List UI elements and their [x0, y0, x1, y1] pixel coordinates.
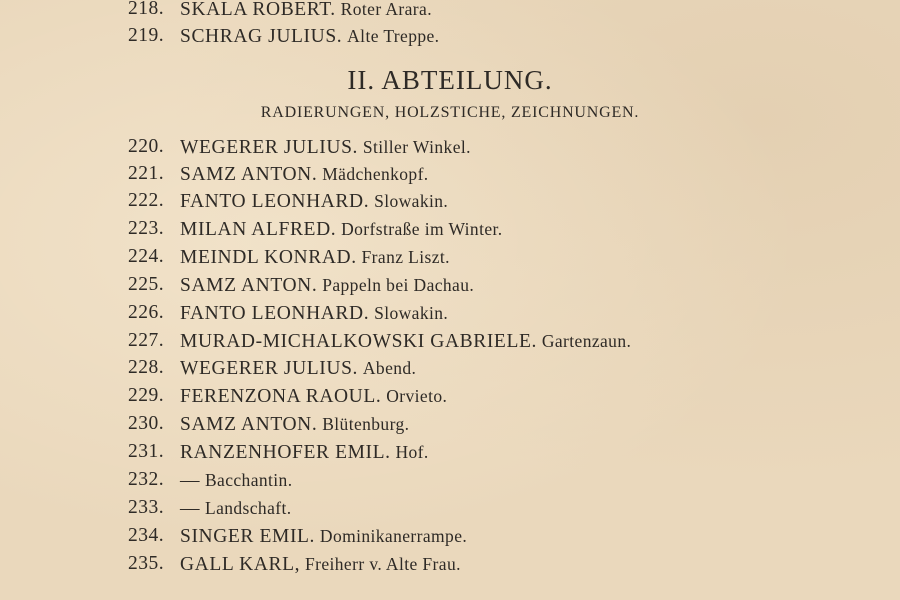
section-heading: II. ABTEILUNG.: [347, 65, 553, 95]
artist-name: GALL KARL,: [180, 554, 301, 575]
work-title: Franz Liszt.: [361, 247, 450, 267]
entry-number: 225.: [128, 274, 165, 295]
artist-name: RANZENHOFER EMIL.: [180, 442, 391, 463]
entry-number: 235.: [128, 553, 165, 574]
artist-name: FANTO LEONHARD.: [180, 191, 370, 212]
entry-number: 228.: [128, 357, 165, 378]
work-title: Alte Treppe.: [347, 26, 440, 46]
artist-name: FANTO LEONHARD.: [180, 303, 370, 324]
work-title: Dorfstraße im Winter.: [341, 219, 503, 239]
work-title: Gartenzaun.: [541, 331, 632, 351]
artist-name: —: [180, 498, 201, 519]
entry-number: 231.: [128, 441, 165, 462]
artist-name: SAMZ ANTON.: [180, 164, 318, 185]
entry-number: 220.: [128, 136, 165, 157]
work-title: Roter Arara.: [340, 0, 432, 19]
artist-name: SKALA ROBERT.: [180, 0, 336, 20]
entry-number: 222.: [128, 190, 165, 211]
entry-number: 221.: [128, 163, 165, 184]
entry-number: 218.: [128, 0, 165, 19]
entry-number: 219.: [128, 25, 165, 46]
work-title: Pappeln bei Dachau.: [322, 275, 475, 295]
work-title: Landschaft.: [204, 498, 292, 518]
artist-name: —: [180, 470, 201, 491]
work-title: Dominikanerrampe.: [319, 526, 468, 546]
artist-name: SAMZ ANTON.: [180, 414, 318, 435]
entry-number: 230.: [128, 413, 165, 434]
artist-name: SCHRAG JULIUS.: [180, 26, 343, 47]
entry-number: 232.: [128, 469, 165, 490]
artist-name: MEINDL KONRAD.: [180, 247, 357, 268]
entry-number: 233.: [128, 497, 165, 518]
work-title: Hof.: [395, 442, 429, 462]
entry-number: 229.: [128, 385, 165, 406]
work-title: Slowakin.: [374, 303, 449, 323]
artist-name: FERENZONA RAOUL.: [180, 386, 382, 407]
entry-number: 223.: [128, 218, 165, 239]
work-title: Blütenburg.: [322, 414, 410, 434]
work-title: Stiller Winkel.: [362, 137, 471, 157]
artist-name: MURAD-MICHALKOWSKI GABRIELE.: [180, 331, 537, 352]
artist-name: MILAN ALFRED.: [180, 219, 337, 240]
work-title: Bacchantin.: [204, 470, 293, 490]
work-title: Mädchenkopf.: [322, 164, 429, 184]
work-title: Freiherr v. Alte Frau.: [304, 554, 461, 574]
work-title: Orvieto.: [386, 386, 448, 406]
work-title: Abend.: [362, 358, 417, 378]
artist-name: SINGER EMIL.: [180, 526, 316, 547]
artist-name: WEGERER JULIUS.: [180, 137, 358, 158]
entry-number: 234.: [128, 525, 165, 546]
entry-number: 227.: [128, 330, 165, 351]
section-subheading: RADIERUNGEN, HOLZSTICHE, ZEICHNUNGEN.: [260, 104, 640, 121]
artist-name: SAMZ ANTON.: [180, 275, 318, 296]
entry-number: 224.: [128, 246, 165, 267]
entry-number: 226.: [128, 302, 165, 323]
work-title: Slowakin.: [374, 191, 449, 211]
artist-name: WEGERER JULIUS.: [180, 358, 358, 379]
